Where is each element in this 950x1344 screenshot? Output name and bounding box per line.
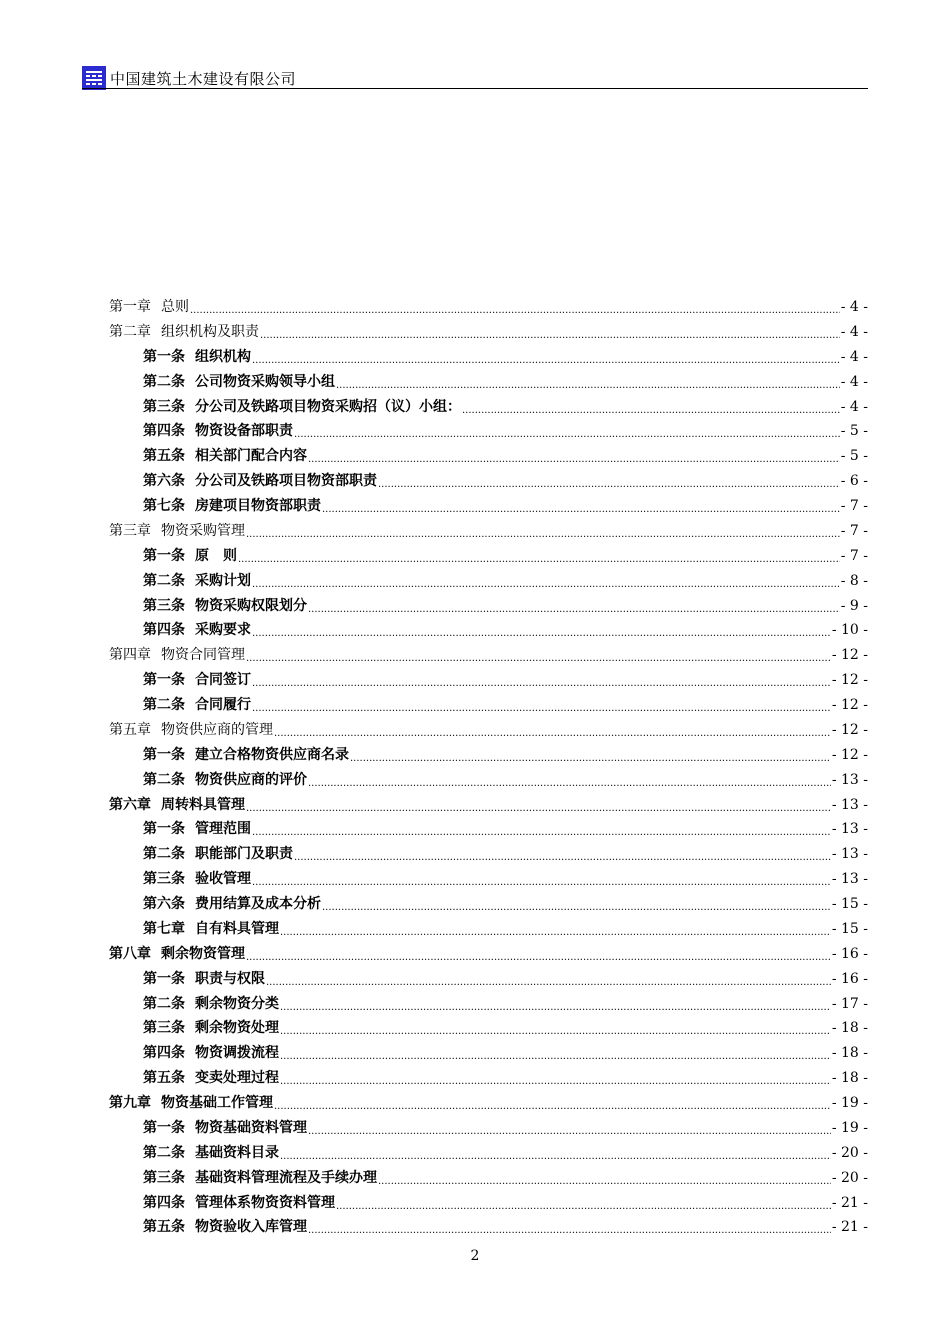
toc-entry-page: - 19 - xyxy=(831,1119,868,1136)
toc-entry-page: - 18 - xyxy=(831,1020,868,1037)
toc-entry-page: - 12 - xyxy=(831,746,868,763)
toc-entry-number: 第四条 xyxy=(143,1045,185,1062)
toc-entry-title: 建立合格物资供应商名录 xyxy=(195,746,349,763)
toc-entry[interactable] xyxy=(109,1216,868,1241)
dot-leader xyxy=(266,973,831,987)
dot-leader xyxy=(252,674,831,688)
dot-leader xyxy=(336,376,840,390)
toc-entry-number: 第三条 xyxy=(143,597,185,614)
toc-entry-title: 职责与权限 xyxy=(195,970,265,987)
dot-leader xyxy=(246,525,840,539)
toc-entry-number: 第一条 xyxy=(143,547,185,564)
toc-entry-page: - 7 - xyxy=(840,498,868,514)
dot-leader xyxy=(280,1047,831,1061)
toc-entry-title: 分公司及铁路项目物资采购招（议）小组： xyxy=(195,398,461,415)
toc-entry-page: - 12 - xyxy=(831,647,868,664)
toc-entry-page: - 6 - xyxy=(840,473,868,490)
toc-entry-title: 物资采购权限划分 xyxy=(195,597,307,614)
header-divider xyxy=(82,88,868,89)
toc-entry[interactable] xyxy=(109,918,868,943)
table-of-contents xyxy=(109,296,868,1241)
toc-entry-number: 第一条 xyxy=(143,821,185,838)
toc-entry[interactable] xyxy=(109,420,868,445)
toc-entry-title: 管理范围 xyxy=(195,821,251,838)
toc-entry-page: - 15 - xyxy=(831,920,868,937)
toc-entry[interactable] xyxy=(109,644,868,669)
toc-entry-title: 验收管理 xyxy=(195,871,251,888)
toc-entry-title: 基础资料管理流程及手续办理 xyxy=(195,1169,377,1186)
toc-entry-number: 第二条 xyxy=(143,771,185,788)
toc-entry[interactable] xyxy=(109,296,868,321)
toc-entry-page: - 13 - xyxy=(831,871,868,888)
toc-entry[interactable] xyxy=(109,1042,868,1067)
toc-entry-number: 第三条 xyxy=(143,871,185,888)
toc-entry-title: 总则 xyxy=(161,299,189,315)
toc-entry-number: 第二章 xyxy=(109,323,151,340)
page-number: 2 xyxy=(470,1248,480,1264)
toc-entry-number: 第四章 xyxy=(109,647,151,664)
dot-leader xyxy=(190,301,840,315)
toc-entry-title: 原 则 xyxy=(195,547,237,564)
toc-entry-number: 第一章 xyxy=(109,299,151,315)
dot-leader xyxy=(294,848,831,862)
toc-entry-title: 职能部门及职责 xyxy=(195,846,293,863)
dot-leader xyxy=(350,749,831,763)
toc-entry-number: 第四条 xyxy=(143,423,185,440)
toc-entry-page: - 18 - xyxy=(831,1070,868,1087)
toc-entry[interactable] xyxy=(109,321,868,346)
toc-entry-page: - 5 - xyxy=(840,423,868,440)
toc-entry-title: 剩余物资管理 xyxy=(161,945,245,962)
toc-entry[interactable] xyxy=(109,1167,868,1192)
toc-entry-number: 第六章 xyxy=(109,796,151,813)
toc-entry-page: - 5 - xyxy=(840,448,868,465)
toc-entry-number: 第二条 xyxy=(143,995,185,1012)
toc-entry[interactable] xyxy=(109,744,868,769)
dot-leader xyxy=(280,998,831,1012)
dot-leader xyxy=(246,948,831,962)
toc-entry-page: - 13 - xyxy=(831,796,868,813)
toc-entry-title: 剩余物资处理 xyxy=(195,1020,279,1037)
toc-entry-number: 第五条 xyxy=(143,1219,185,1236)
toc-entry[interactable] xyxy=(109,794,868,819)
toc-entry[interactable] xyxy=(109,545,868,570)
toc-entry-title: 物资供应商的评价 xyxy=(195,771,307,788)
toc-entry-number: 第二条 xyxy=(143,373,185,390)
toc-entry-number: 第四条 xyxy=(143,1194,185,1211)
dot-leader xyxy=(280,923,831,937)
toc-entry[interactable] xyxy=(109,893,868,918)
page-header xyxy=(82,66,868,92)
toc-entry-page: - 15 - xyxy=(831,896,868,912)
toc-entry-title: 公司物资采购领导小组 xyxy=(195,373,335,390)
dot-leader xyxy=(308,1221,831,1235)
dot-leader xyxy=(246,649,831,663)
toc-entry-page: - 16 - xyxy=(831,945,868,962)
toc-entry[interactable] xyxy=(109,1067,868,1092)
toc-entry-page: - 10 - xyxy=(831,622,868,639)
toc-entry-title: 分公司及铁路项目物资部职责 xyxy=(195,473,377,490)
company-name: 中国建筑土木建设有限公司 xyxy=(110,70,297,88)
toc-entry[interactable] xyxy=(109,445,868,470)
toc-entry-page: - 21 - xyxy=(831,1219,868,1236)
toc-entry[interactable] xyxy=(109,495,868,520)
toc-entry-number: 第二条 xyxy=(143,697,185,713)
toc-entry-title: 物资调拨流程 xyxy=(195,1045,279,1062)
dot-leader xyxy=(308,1122,831,1136)
toc-entry-page: - 12 - xyxy=(831,721,868,738)
toc-entry-title: 组织机构 xyxy=(195,348,251,365)
toc-entry-title: 周转料具管理 xyxy=(161,796,245,813)
toc-entry-page: - 12 - xyxy=(831,672,868,689)
toc-entry-page: - 17 - xyxy=(831,995,868,1012)
toc-entry-title: 采购计划 xyxy=(195,572,251,589)
toc-entry-page: - 16 - xyxy=(831,970,868,987)
dot-leader xyxy=(378,1172,831,1186)
toc-entry[interactable] xyxy=(109,619,868,644)
toc-entry-number: 第六条 xyxy=(143,896,185,912)
toc-entry-number: 第一条 xyxy=(143,970,185,987)
toc-entry-number: 第一条 xyxy=(143,746,185,763)
dot-leader xyxy=(252,699,831,713)
toc-entry-number: 第七条 xyxy=(143,498,185,514)
dot-leader xyxy=(378,475,840,489)
toc-entry[interactable] xyxy=(109,520,868,545)
toc-entry-number: 第四条 xyxy=(143,622,185,639)
dot-leader xyxy=(462,401,840,415)
toc-entry[interactable] xyxy=(109,371,868,396)
toc-entry[interactable] xyxy=(109,868,868,893)
toc-entry[interactable] xyxy=(109,1092,868,1117)
toc-entry-page: - 4 - xyxy=(840,373,868,390)
dot-leader xyxy=(294,425,840,439)
toc-entry[interactable] xyxy=(109,843,868,868)
toc-entry-page: - 9 - xyxy=(840,597,868,614)
toc-entry-number: 第七章 xyxy=(143,920,185,937)
dot-leader xyxy=(252,575,840,589)
toc-entry-number: 第一条 xyxy=(143,1119,185,1136)
toc-entry[interactable] xyxy=(109,943,868,968)
toc-entry-title: 组织机构及职责 xyxy=(161,323,259,340)
toc-entry-number: 第一条 xyxy=(143,348,185,365)
toc-entry-title: 物资基础资料管理 xyxy=(195,1119,307,1136)
toc-entry-page: - 8 - xyxy=(840,572,868,589)
toc-entry-title: 费用结算及成本分析 xyxy=(195,896,321,912)
toc-entry-title: 物资设备部职责 xyxy=(195,423,293,440)
toc-entry-number: 第五章 xyxy=(109,721,151,738)
dot-leader xyxy=(308,450,840,464)
toc-entry[interactable] xyxy=(109,570,868,595)
toc-entry-title: 管理体系物资资料管理 xyxy=(195,1194,335,1211)
dot-leader xyxy=(238,550,840,564)
toc-entry[interactable] xyxy=(109,818,868,843)
dot-leader xyxy=(252,873,831,887)
toc-entry-title: 采购要求 xyxy=(195,622,251,639)
toc-entry-number: 第二条 xyxy=(143,572,185,589)
dot-leader xyxy=(252,624,831,638)
toc-entry[interactable] xyxy=(109,1117,868,1142)
toc-entry[interactable] xyxy=(109,669,868,694)
dot-leader xyxy=(252,351,840,365)
dot-leader xyxy=(322,500,840,514)
dot-leader xyxy=(260,326,840,340)
dot-leader xyxy=(280,1072,831,1086)
toc-entry-title: 房建项目物资部职责 xyxy=(195,498,321,514)
dot-leader xyxy=(274,724,831,738)
toc-entry-title: 基础资料目录 xyxy=(195,1144,279,1161)
cscec-logo-icon xyxy=(82,66,106,90)
toc-entry[interactable] xyxy=(109,470,868,495)
toc-entry-number: 第三条 xyxy=(143,398,185,415)
toc-entry-page: - 20 - xyxy=(831,1144,868,1161)
toc-entry[interactable] xyxy=(109,719,868,744)
dot-leader xyxy=(246,799,831,813)
toc-entry-number: 第五条 xyxy=(143,1070,185,1087)
toc-entry-page: - 4 - xyxy=(840,323,868,340)
dot-leader xyxy=(322,898,831,912)
toc-entry-title: 物资供应商的管理 xyxy=(161,721,273,738)
toc-entry-number: 第三条 xyxy=(143,1020,185,1037)
toc-entry-number: 第六条 xyxy=(143,473,185,490)
toc-entry-page: - 4 - xyxy=(840,299,868,315)
toc-entry[interactable] xyxy=(109,396,868,421)
toc-entry-title: 相关部门配合内容 xyxy=(195,448,307,465)
toc-entry-title: 自有料具管理 xyxy=(195,920,279,937)
toc-entry[interactable] xyxy=(109,968,868,993)
toc-entry-number: 第二条 xyxy=(143,846,185,863)
dot-leader xyxy=(336,1197,831,1211)
toc-entry-page: - 13 - xyxy=(831,846,868,863)
toc-entry-title: 合同签订 xyxy=(195,672,251,689)
toc-entry-number: 第八章 xyxy=(109,945,151,962)
toc-entry-number: 第二条 xyxy=(143,1144,185,1161)
toc-entry[interactable] xyxy=(109,993,868,1018)
toc-entry-page: - 13 - xyxy=(831,821,868,838)
toc-entry[interactable] xyxy=(109,1192,868,1217)
toc-entry-page: - 19 - xyxy=(831,1095,868,1111)
dot-leader xyxy=(252,823,831,837)
toc-entry-title: 合同履行 xyxy=(195,697,251,713)
dot-leader xyxy=(280,1147,831,1161)
toc-entry-title: 物资采购管理 xyxy=(161,522,245,539)
toc-entry-number: 第三章 xyxy=(109,522,151,539)
toc-entry-page: - 7 - xyxy=(840,547,868,564)
toc-entry[interactable] xyxy=(109,1017,868,1042)
toc-entry[interactable] xyxy=(109,346,868,371)
toc-entry[interactable] xyxy=(109,595,868,620)
toc-entry-title: 物资基础工作管理 xyxy=(161,1095,273,1111)
toc-entry-number: 第三条 xyxy=(143,1169,185,1186)
toc-entry-page: - 20 - xyxy=(831,1169,868,1186)
toc-entry-title: 剩余物资分类 xyxy=(195,995,279,1012)
toc-entry-page: - 12 - xyxy=(831,697,868,713)
toc-entry[interactable] xyxy=(109,694,868,719)
toc-entry-page: - 4 - xyxy=(840,348,868,365)
dot-leader xyxy=(274,1097,831,1111)
toc-entry-title: 变卖处理过程 xyxy=(195,1070,279,1087)
toc-entry-page: - 18 - xyxy=(831,1045,868,1062)
toc-entry-number: 第五条 xyxy=(143,448,185,465)
toc-entry-page: - 13 - xyxy=(831,771,868,788)
dot-leader xyxy=(308,600,840,614)
dot-leader xyxy=(280,1022,831,1036)
toc-entry-number: 第一条 xyxy=(143,672,185,689)
toc-entry-page: - 4 - xyxy=(840,398,868,415)
toc-entry-page: - 7 - xyxy=(840,522,868,539)
toc-entry[interactable] xyxy=(109,769,868,794)
dot-leader xyxy=(308,774,831,788)
toc-entry[interactable] xyxy=(109,1142,868,1167)
toc-entry-page: - 21 - xyxy=(831,1194,868,1211)
toc-entry-number: 第九章 xyxy=(109,1095,151,1111)
toc-entry-title: 物资验收入库管理 xyxy=(195,1219,307,1236)
toc-entry-title: 物资合同管理 xyxy=(161,647,245,664)
